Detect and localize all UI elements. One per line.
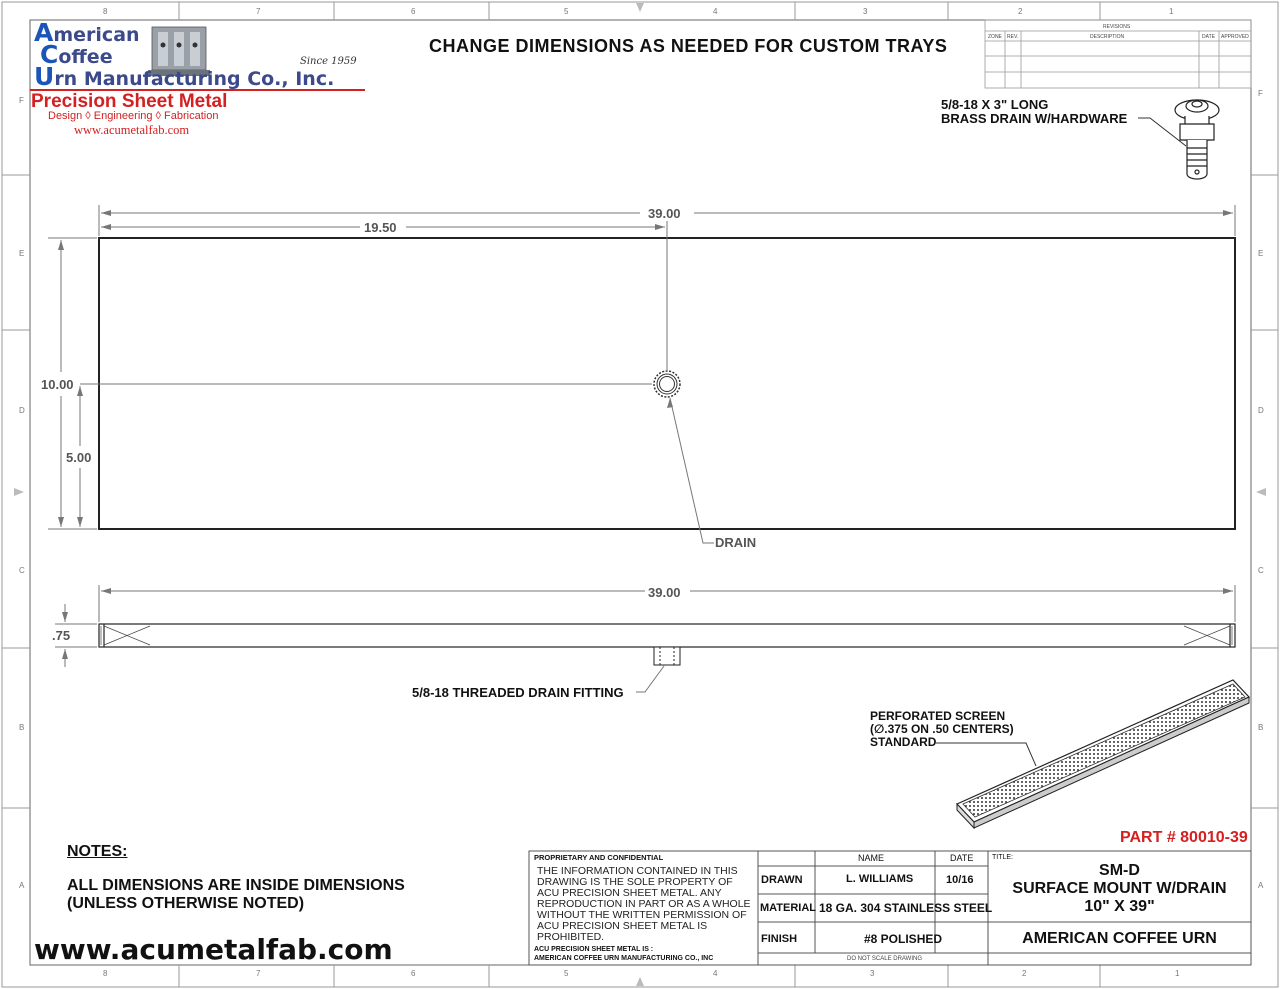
- dim-drain-x: 19.50: [364, 220, 397, 235]
- website-big[interactable]: www.acumetalfab.com: [34, 933, 393, 966]
- finish-value: #8 POLISHED: [864, 932, 943, 946]
- svg-text:DESCRIPTION: DESCRIPTION: [1090, 34, 1125, 40]
- notes-line-2: (UNLESS OTHERWISE NOTED): [67, 895, 305, 912]
- dim-top-length: 39.00: [648, 206, 681, 221]
- svg-text:4: 4: [713, 7, 718, 16]
- proprietary-text-3: REPRODUCTION IN PART OR AS A WHOLE: [537, 898, 751, 910]
- svg-text:8: 8: [103, 969, 108, 978]
- drawing-title-3: 10" X 39": [1084, 898, 1155, 915]
- logo-website[interactable]: www.acumetalfab.com: [74, 123, 190, 137]
- zone-labels-bottom: [103, 969, 1180, 978]
- svg-text:1: 1: [1169, 7, 1174, 16]
- proprietary-text-5: ACU PRECISION SHEET METAL IS: [537, 920, 708, 932]
- svg-text:F: F: [1258, 89, 1263, 98]
- svg-text:7: 7: [256, 7, 261, 16]
- svg-text:A: A: [19, 881, 25, 890]
- svg-text:5: 5: [564, 7, 569, 16]
- dim-width: 10.00: [41, 377, 74, 392]
- svg-text:ZONE: ZONE: [988, 34, 1002, 40]
- svg-text:A: A: [1258, 881, 1264, 890]
- brass-drain-icon: [1175, 100, 1219, 179]
- brass-drain-callout-1: 5/8-18 X 3" LONG: [941, 97, 1049, 112]
- logo-urn-manufacturing: Urn Manufacturing Co., Inc.: [34, 62, 335, 91]
- brass-drain-leader: [1138, 118, 1186, 146]
- svg-text:6: 6: [411, 969, 416, 978]
- drain-hole: [654, 371, 680, 397]
- tray-side-view: [99, 624, 1235, 647]
- screen-callout-2: (∅.375 ON .50 CENTERS): [870, 722, 1014, 736]
- svg-text:3: 3: [870, 969, 875, 978]
- drawing-title-1: SM-D: [1099, 862, 1140, 879]
- svg-text:7: 7: [256, 969, 261, 978]
- name-header: NAME: [858, 853, 885, 863]
- svg-text:4: 4: [713, 969, 718, 978]
- svg-text:C: C: [1258, 566, 1264, 575]
- do-not-scale: DO NOT SCALE DRAWING: [847, 956, 923, 962]
- svg-text:8: 8: [103, 7, 108, 16]
- svg-text:REVISIONS: REVISIONS: [1103, 24, 1131, 30]
- material-value: 18 GA. 304 STAINLESS STEEL: [819, 901, 993, 915]
- revisions-table: [985, 20, 1251, 88]
- drawn-name: L. WILLIAMS: [846, 873, 914, 885]
- perforated-screen-iso: [957, 680, 1249, 828]
- proprietary-heading: PROPRIETARY AND CONFIDENTIAL: [534, 853, 664, 862]
- svg-text:E: E: [19, 249, 25, 258]
- proprietary-text-6: PROHIBITED.: [537, 931, 605, 943]
- screen-callout-1: PERFORATED SCREEN: [870, 709, 1006, 723]
- finish-label: FINISH: [761, 933, 798, 945]
- proprietary-text-4: WITHOUT THE WRITTEN PERMISSION OF: [537, 909, 747, 921]
- proprietary-text-2: ACU PRECISION SHEET METAL. ANY: [537, 887, 722, 899]
- screen-callout-3: STANDARD: [870, 735, 937, 749]
- notes-line-1: ALL DIMENSIONS ARE INSIDE DIMENSIONS: [67, 877, 405, 894]
- drawn-date: 10/16: [946, 874, 974, 886]
- logo-american: American: [34, 18, 140, 47]
- svg-text:5: 5: [564, 969, 569, 978]
- threaded-fitting-callout: 5/8-18 THREADED DRAIN FITTING: [412, 685, 624, 700]
- svg-text:APPROVED: APPROVED: [1221, 34, 1249, 40]
- brass-drain-callout-2: BRASS DRAIN W/HARDWARE: [941, 111, 1128, 126]
- dim-depth: .75: [52, 628, 71, 643]
- dim-drain-y: 5.00: [66, 450, 92, 465]
- proprietary-text-0: THE INFORMATION CONTAINED IN THIS: [537, 865, 738, 877]
- proprietary-text-1: DRAWING IS THE SOLE PROPERTY OF: [537, 876, 733, 888]
- logo-coffee: Coffee: [40, 40, 113, 69]
- svg-text:DATE: DATE: [1202, 34, 1215, 40]
- logo-since: Since 1959: [300, 56, 357, 67]
- dim-side-length: 39.00: [648, 585, 681, 600]
- svg-text:3: 3: [863, 7, 868, 16]
- drain-callout: DRAIN: [715, 535, 757, 550]
- svg-text:2: 2: [1018, 7, 1023, 16]
- material-label: MATERIAL: [760, 902, 817, 914]
- acu-full: AMERICAN COFFEE URN MANUFACTURING CO., INC: [534, 955, 714, 962]
- date-header: DATE: [950, 853, 974, 863]
- svg-text:2: 2: [1022, 969, 1027, 978]
- svg-text:C: C: [19, 566, 25, 575]
- svg-text:E: E: [1258, 249, 1264, 258]
- logo-precision-sheet-metal: Precision Sheet Metal: [31, 91, 228, 112]
- svg-text:1: 1: [1175, 969, 1180, 978]
- svg-text:F: F: [19, 96, 24, 105]
- threaded-drain-fitting: [654, 647, 680, 665]
- svg-text:D: D: [19, 406, 25, 415]
- svg-text:REV.: REV.: [1007, 34, 1019, 40]
- revisions-text: [988, 24, 1249, 40]
- logo-services: Design ◊ Engineering ◊ Fabrication: [48, 110, 219, 122]
- company-name: AMERICAN COFFEE URN: [1022, 930, 1217, 947]
- notes-heading: NOTES:: [67, 843, 128, 860]
- part-number: PART # 80010-39: [1120, 829, 1248, 846]
- svg-text:6: 6: [411, 7, 416, 16]
- screen-leader: [936, 743, 1036, 766]
- svg-text:B: B: [1258, 723, 1264, 732]
- title-label: TITLE:: [992, 854, 1014, 861]
- drawn-label: DRAWN: [761, 874, 803, 886]
- main-title: CHANGE DIMENSIONS AS NEEDED FOR CUSTOM TRAYS: [429, 36, 948, 56]
- svg-text:D: D: [1258, 406, 1264, 415]
- svg-text:B: B: [19, 723, 25, 732]
- drawing-title-2: SURFACE MOUNT W/DRAIN: [1012, 880, 1227, 897]
- acu-is: ACU PRECISION SHEET METAL IS :: [534, 946, 654, 953]
